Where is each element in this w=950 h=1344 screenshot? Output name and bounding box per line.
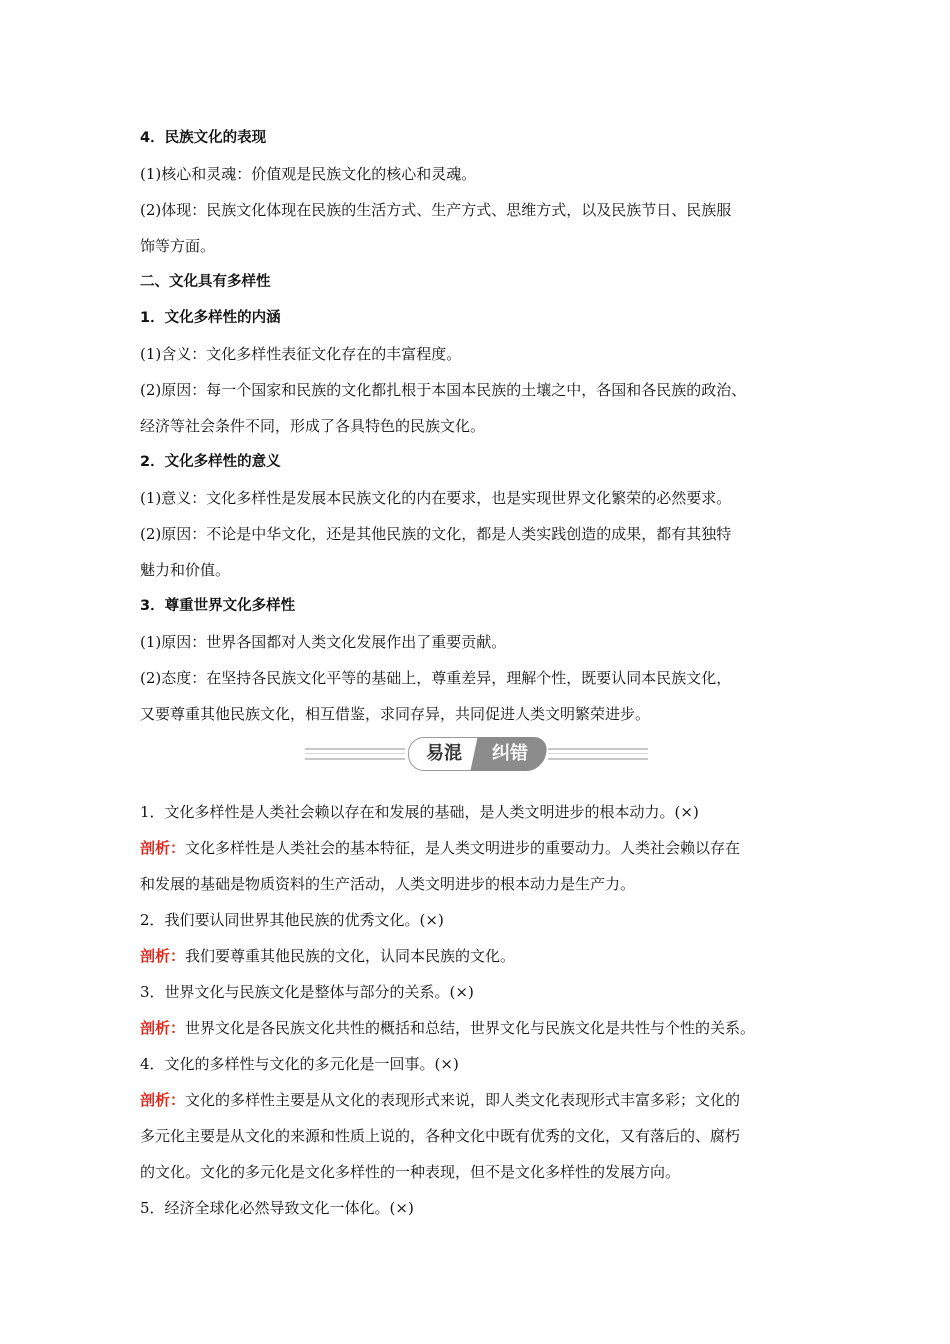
analysis-label: 剖析： <box>140 839 186 857</box>
error-item: 4．文化的多样性与文化的多元化是一回事。(×) <box>140 1055 459 1073</box>
section-heading: 4．民族文化的表现 <box>140 130 267 146</box>
analysis-continued: 的文化。文化的多元化是文化多样性的一种表现，但不是文化多样性的发展方向。 <box>140 1163 681 1181</box>
error-item: 1．文化多样性是人类社会赖以存在和发展的基础，是人类文明进步的根本动力。(×) <box>140 803 699 821</box>
paragraph-continued: 魅力和价值。 <box>140 561 231 579</box>
error-item: 5．经济全球化必然导致文化一体化。(×) <box>140 1199 414 1217</box>
paragraph: (1)含义：文化多样性表征文化存在的丰富程度。 <box>140 345 462 363</box>
banner-rule-left <box>305 748 405 750</box>
paragraph: (1)核心和灵魂：价值观是民族文化的核心和灵魂。 <box>140 165 477 183</box>
paragraph: (2)态度：在坚持各民族文化平等的基础上，尊重差异，理解个性，既要认同本民族文化， <box>140 669 732 687</box>
paragraph-continued: 经济等社会条件不同，形成了各具特色的民族文化。 <box>140 417 486 435</box>
banner-rule-right <box>548 753 648 754</box>
paragraph: (1)意义：文化多样性是发展本民族文化的内在要求，也是实现世界文化繁荣的必然要求。 <box>140 489 732 507</box>
document-page <box>140 120 830 1226</box>
banner-label-right-bg <box>470 737 549 771</box>
banner-rule-right <box>548 758 648 760</box>
analysis-label: 剖析： <box>140 947 186 965</box>
analysis-label: 剖析： <box>140 1091 186 1109</box>
paragraph: (2)原因：不论是中华文化，还是其他民族的文化，都是人类实践创造的成果，都有其独特 <box>140 525 732 543</box>
confusion-correction-banner <box>140 732 830 784</box>
paragraph: (2)原因：每一个国家和民族的文化都扎根于本国本民族的土壤之中，各国和各民族的政治、 <box>140 381 747 399</box>
analysis: 剖析：世界文化是各民族文化共性的概括和总结，世界文化与民族文化是共性与个性的关系。 <box>140 1019 756 1037</box>
banner-rule-right <box>548 748 648 750</box>
error-item: 2．我们要认同世界其他民族的优秀文化。(×) <box>140 911 444 929</box>
analysis: 剖析：我们要尊重其他民族的文化，认同本民族的文化。 <box>140 947 516 965</box>
part-heading: 二、文化具有多样性 <box>140 274 271 290</box>
banner-label-left: 易混 <box>408 737 480 771</box>
analysis-label: 剖析： <box>140 1019 186 1037</box>
banner-rule-left <box>305 753 405 754</box>
section-heading: 2．文化多样性的意义 <box>140 454 281 470</box>
banner-pill <box>408 737 544 769</box>
error-item: 3．世界文化与民族文化是整体与部分的关系。(×) <box>140 983 474 1001</box>
banner-rule-left <box>305 758 405 760</box>
section-heading: 3．尊重世界文化多样性 <box>140 598 296 614</box>
analysis: 剖析：文化多样性是人类社会的基本特征，是人类文明进步的重要动力。人类社会赖以存在 <box>140 839 741 857</box>
paragraph-continued: 又要尊重其他民族文化，相互借鉴，求同存异，共同促进人类文明繁荣进步。 <box>140 705 651 723</box>
paragraph: (1)原因：世界各国都对人类文化发展作出了重要贡献。 <box>140 633 507 651</box>
banner-label-right: 纠错 <box>492 743 528 764</box>
analysis-continued: 和发展的基础是物质资料的生产活动，人类文明进步的根本动力是生产力。 <box>140 875 636 893</box>
paragraph: (2)体现：民族文化体现在民族的生活方式、生产方式、思维方式，以及民族节日、民族服 <box>140 201 732 219</box>
section-heading: 1．文化多样性的内涵 <box>140 310 281 326</box>
paragraph-continued: 饰等方面。 <box>140 237 216 255</box>
analysis: 剖析：文化的多样性主要是从文化的表现形式来说，即人类文化表现形式丰富多彩；文化的 <box>140 1091 741 1109</box>
analysis-continued: 多元化主要是从文化的来源和性质上说的，各种文化中既有优秀的文化，又有落后的、腐朽 <box>140 1127 741 1145</box>
